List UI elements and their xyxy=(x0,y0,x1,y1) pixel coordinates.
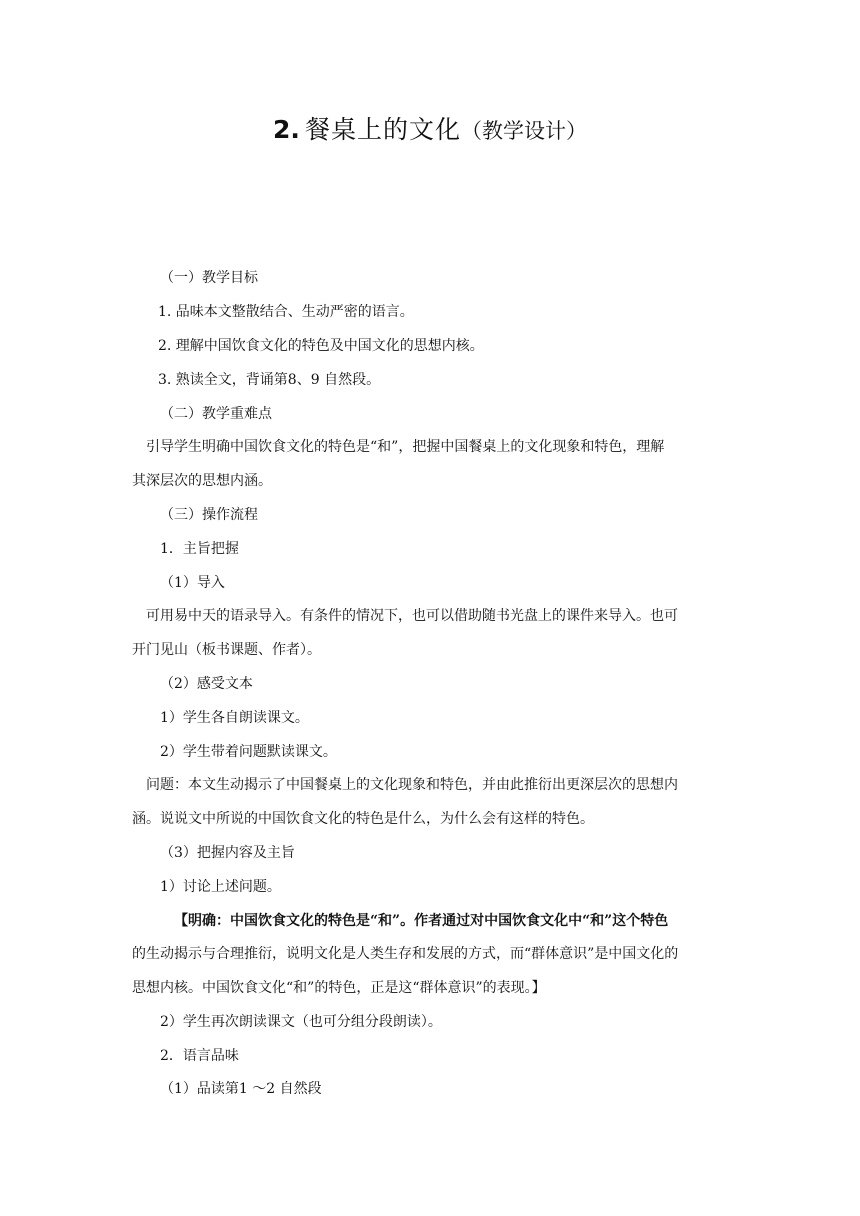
grasp-item-2: 2）学生再次朗读课文（也可分组分段朗读）。 xyxy=(160,1014,442,1030)
question-paragraph-line-1: 问题：本文生动揭示了中国餐桌上的文化现象和特色，并由此推衍出更深层次的思想内 xyxy=(146,777,678,793)
answer-paragraph-line-2: 的生动揭示与合理推衍，说明文化是人类生存和发展的方式，而“群体意识”是中国文化的 xyxy=(132,946,679,962)
title-subtitle: （教学设计） xyxy=(461,119,587,143)
intro-paragraph-line-1: 可用易中天的语录导入。有条件的情况下，也可以借助随书光盘上的课件来导入。也可 xyxy=(146,608,678,624)
document-title xyxy=(0,110,860,146)
step-heading-2: 2．语言品味 xyxy=(160,1048,239,1064)
title-main: 餐桌上的文化 xyxy=(304,115,461,144)
feel-item-2: 2）学生带着问题默读课文。 xyxy=(160,744,337,760)
section-heading-procedure: （三）操作流程 xyxy=(160,507,258,523)
answer-paragraph-line-3: 思想内核。中国饮食文化“和”的特色，正是这“群体意识”的表现。】 xyxy=(132,980,546,996)
keypoints-paragraph-line-2: 其深层次的思想内涵。 xyxy=(132,473,272,489)
step-heading-1: 1．主旨把握 xyxy=(160,541,239,557)
section-heading-objectives: （一）教学目标 xyxy=(160,270,258,286)
feel-item-1: 1）学生各自朗读课文。 xyxy=(160,710,309,726)
question-paragraph-line-2: 涵。说说文中所说的中国饮食文化的特色是什么，为什么会有这样的特色。 xyxy=(132,811,594,827)
objective-item-1: 1. 品味本文整散结合、生动严密的语言。 xyxy=(158,304,414,320)
title-number: 2. xyxy=(272,115,300,144)
subheading-grasp: （3）把握内容及主旨 xyxy=(160,845,295,861)
section-heading-keypoints: （二）教学重难点 xyxy=(160,406,272,422)
intro-paragraph-line-2: 开门见山（板书课题、作者）。 xyxy=(132,642,321,658)
answer-paragraph-line-1: 【明确：中国饮食文化的特色是“和”。作者通过对中国饮食文化中“和”这个特色 xyxy=(174,913,669,929)
subheading-feel-text: （2）感受文本 xyxy=(160,676,253,692)
subheading-intro: （1）导入 xyxy=(160,575,225,591)
objective-item-3: 3. 熟读全文，背诵第8、9 自然段。 xyxy=(158,372,381,388)
grasp-item-1: 1）讨论上述问题。 xyxy=(160,879,281,895)
objective-item-2: 2. 理解中国饮食文化的特色及中国文化的思想内核。 xyxy=(158,338,484,354)
keypoints-paragraph-line-1: 引导学生明确中国饮食文化的特色是“和”，把握中国餐桌上的文化现象和特色，理解 xyxy=(146,439,665,455)
taste-item-1: （1）品读第1 ～2 自然段 xyxy=(160,1081,322,1097)
